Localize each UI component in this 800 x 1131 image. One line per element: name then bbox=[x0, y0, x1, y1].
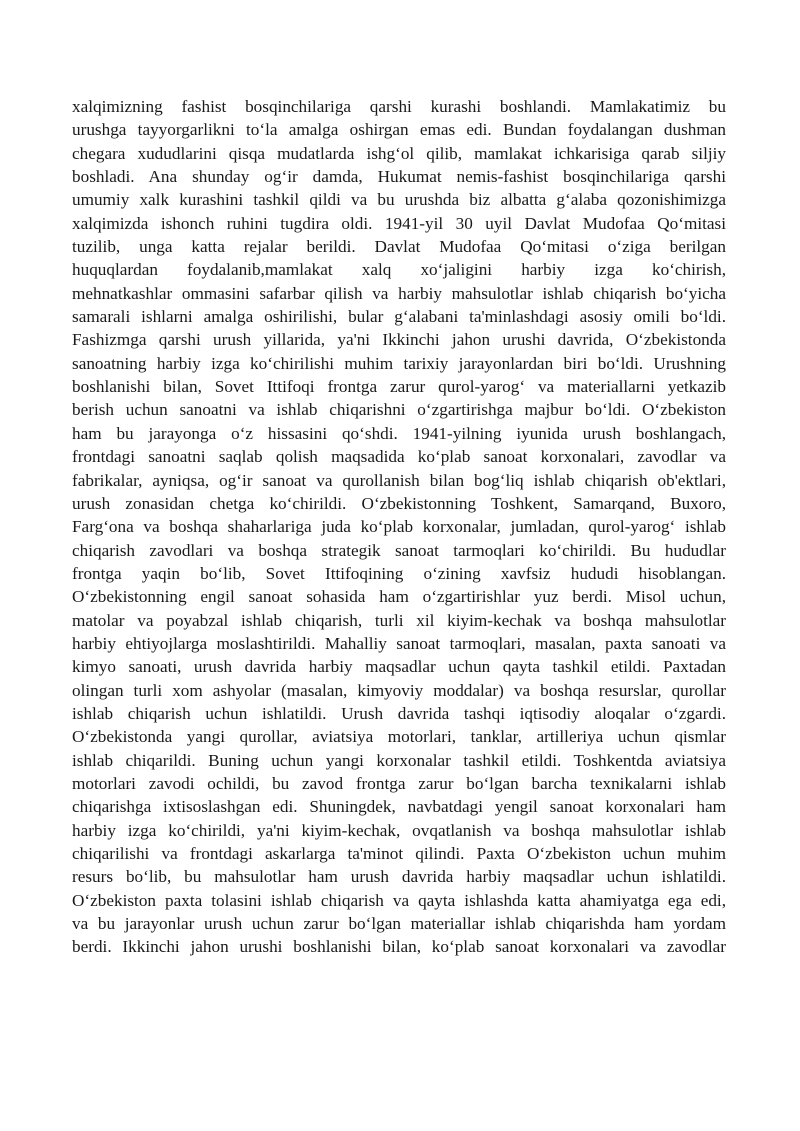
text-line: matolar va poyabzal ishlab chiqarish, turli xil kiyim-kechak va boshqa mahsulotlar bbox=[72, 610, 726, 630]
text-line: O‘zbekistonning engil sanoat sohasida ham o‘zgartirishlar yuz berdi. Misol uchun, bbox=[72, 587, 726, 607]
text-line: ishlab chiqarish uchun ishlatildi. Urush davrida tashqi iqtisodiy aloqalar o‘zgardi. bbox=[72, 703, 726, 723]
text-line: motorlari zavodi ochildi, bu zavod frontga zarur bo‘lgan barcha texnikalarni ishlab bbox=[72, 773, 726, 793]
text-line: Farg‘ona va boshqa shaharlariga juda ko‘plab korxonalar, jumladan, qurol-yarog‘ ishlab bbox=[72, 517, 726, 537]
text-line: berdi. Ikkinchi jahon urushi boshlanishi bilan, ko‘plab sanoat korxonalari va zavodlar bbox=[72, 937, 726, 957]
text-line: frontdagi sanoatni saqlab qolish maqsadida ko‘plab sanoat korxonalari, zavodlar va bbox=[72, 447, 726, 467]
text-line: O‘zbekiston paxta tolasini ishlab chiqarish va qayta ishlashda katta ahamiyatga ega edi, bbox=[72, 890, 726, 910]
text-line: samarali ishlarni amalga oshirilishi, bular g‘alabani ta'minlashdagi asosiy omili bo‘ldi. bbox=[72, 307, 726, 327]
text-line: resurs bo‘lib, bu mahsulotlar ham urush davrida harbiy maqsadlar uchun ishlatildi. bbox=[72, 867, 726, 887]
text-line: umumiy xalk kurashini tashkil qildi va bu urushda biz albatta g‘alaba qozonishimizga bbox=[72, 190, 726, 210]
text-line: harbiy izga ko‘chirildi, ya'ni kiyim-kechak, ovqatlanish va boshqa mahsulotlar ishlab bbox=[72, 820, 726, 840]
text-line: boshlanishi bilan, Sovet Ittifoqi frontga zarur qurol-yarog‘ va materiallarni yetkazib bbox=[72, 377, 726, 397]
text-line: chegara xududlarini qisqa mudatlarda ishg‘ol qilib, mamlakat ichkarisiga qarab siljiy bbox=[72, 143, 726, 163]
text-line: Fashizmga qarshi urush yillarida, ya'ni Ikkinchi jahon urushi davrida, O‘zbekistonda bbox=[72, 330, 726, 350]
text-line: ishlab chiqarildi. Buning uchun yangi korxonalar tashkil etildi. Toshkentda aviatsiya bbox=[72, 750, 726, 770]
text-line: O‘zbekistonda yangi qurollar, aviatsiya motorlari, tanklar, artilleriya uchun qismlar bbox=[72, 727, 726, 747]
text-line: ham bu jarayonga o‘z hissasini qo‘shdi. 1941-yilning iyunida urush boshlangach, bbox=[72, 423, 726, 443]
text-line: urush zonasidan chetga ko‘chirildi. O‘zbekistonning Toshkent, Samarqand, Buxoro, bbox=[72, 493, 726, 513]
text-line: tuzilib, unga katta rejalar berildi. Davlat Mudofaa Qo‘mitasi o‘ziga berilgan bbox=[72, 237, 726, 257]
text-line: mehnatkashlar ommasini safarbar qilish va harbiy mahsulotlar ishlab chiqarish bo‘yicha bbox=[72, 283, 726, 303]
text-line: olingan turli xom ashyolar (masalan, kimyoviy moddalar) va boshqa resurslar, qurollar bbox=[72, 680, 726, 700]
text-line: boshladi. Ana shunday og‘ir damda, Hukumat nemis-fashist bosqinchilariga qarshi bbox=[72, 167, 726, 187]
text-line: chiqarishga ixtisoslashgan edi. Shuningdek, navbatdagi yengil sanoat korxonalari ham bbox=[72, 797, 726, 817]
text-line: xalqimizning fashist bosqinchilariga qarshi kurashi boshlandi. Mamlakatimiz bu bbox=[72, 97, 726, 116]
text-line: berish uchun sanoatni va ishlab chiqarishni o‘zgartirishga majbur bo‘ldi. O‘zbekiston bbox=[72, 400, 726, 420]
text-line: sanoatning harbiy izga ko‘chirilishi muhim tarixiy jarayonlardan biri bo‘ldi. Urushning bbox=[72, 353, 726, 373]
text-line: xalqimizda ishonch ruhini tugdira oldi. 1941-yil 30 uyil Davlat Mudofaa Qo‘mitasi bbox=[72, 213, 726, 233]
text-line: chiqarish zavodlari va boshqa strategik sanoat tarmoqlari ko‘chirildi. Bu hududlar bbox=[72, 540, 726, 560]
text-line: fabrikalar, ayniqsa, og‘ir sanoat va qurollanish bilan bog‘liq ishlab chiqarish ob'ektlari, bbox=[72, 470, 726, 490]
body-paragraph bbox=[72, 95, 726, 959]
text-line: chiqarilishi va frontdagi askarlarga ta'minot qilindi. Paxta O‘zbekiston uchun muhim bbox=[72, 844, 726, 863]
text-line: urushga tayyorgarlikni to‘la amalga oshirgan emas edi. Bundan foydalangan dushman bbox=[72, 120, 726, 140]
text-line: harbiy ehtiyojlarga moslashtirildi. Mahalliy sanoat tarmoqlari, masalan, paxta sanoati va bbox=[72, 633, 726, 653]
text-line: frontga yaqin bo‘lib, Sovet Ittifoqining o‘zining xavfsiz hududi hisoblangan. bbox=[72, 563, 726, 583]
text-line: va bu jarayonlar urush uchun zarur bo‘lgan materiallar ishlab chiqarishda ham yordam bbox=[72, 914, 726, 934]
text-line: huquqlardan foydalanib,mamlakat xalq xo‘jaligini harbiy izga ko‘chirish, bbox=[72, 260, 726, 280]
text-line: kimyo sanoati, urush davrida harbiy maqsadlar uchun qayta tashkil etildi. Paxtadan bbox=[72, 657, 726, 677]
